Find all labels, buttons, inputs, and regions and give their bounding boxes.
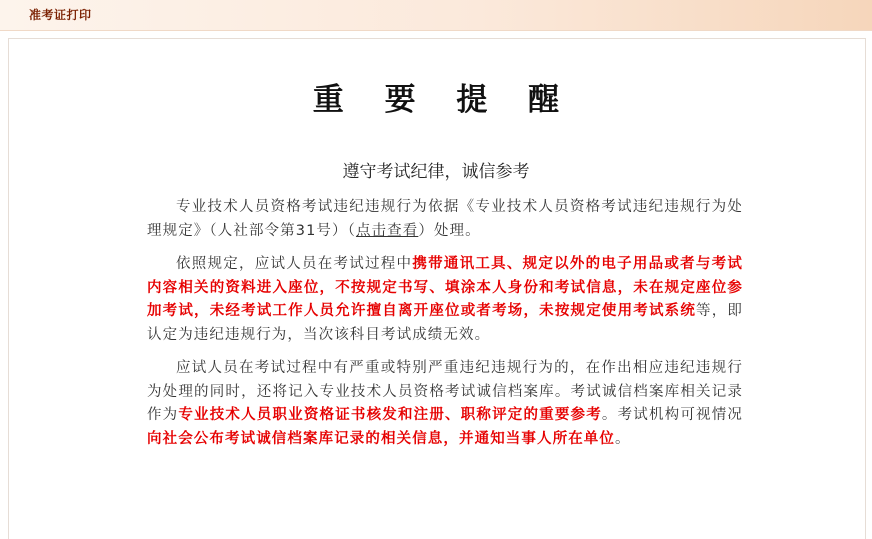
record-usage-emphasis: 专业技术人员职业资格证书核发和注册、职称评定的重要参考	[178, 407, 602, 423]
paragraph-text: 专业技术人员资格考试违纪违规行为依据《专业技术人员资格考试违纪违规行为处理规定》（人社部令第31号）（	[147, 199, 743, 239]
header-bar	[0, 0, 872, 31]
paragraph-text: 应试人员在考试过程中有严重或特别严重违纪违规行为的，在作出相应违纪违规行为处理的同时，还将记入专业技术人员资格考试诚信档案库。考试诚信档案库相关记录作为	[147, 360, 743, 423]
notice-content	[147, 196, 743, 461]
paragraph-text: 。	[615, 430, 631, 447]
paragraph-integrity-record	[147, 357, 743, 451]
paragraph-text: 依照规定，应试人员在考试过程中	[176, 256, 413, 272]
notice-subtitle: 遵守考试纪律，诚信参考	[342, 162, 530, 182]
header-title: 准考证打印	[29, 8, 92, 22]
paragraph-legal-basis	[147, 196, 743, 243]
paragraph-text: 。考试机构可视情况	[601, 407, 743, 423]
public-disclosure-emphasis: 向社会公布考试诚信档案库记录的相关信息，并通知当事人所在单位	[147, 430, 615, 447]
paragraph-violations	[147, 253, 743, 347]
paragraph-text: ）处理。	[418, 222, 481, 239]
notice-title: 重 要 提 醒	[312, 82, 575, 118]
violation-list-emphasis: 携带通讯工具、规定以外的电子用品或者与考试内容相关的资料进入座位，不按规定书写、填涂本人身份和考试信息，未在规定座位参加考试，未经考试工作人员允许擅自离开座位或者考场，未按规定使用考试系统	[147, 256, 743, 319]
paragraph-text: 等，即认定为违纪违规行为，当次该科目考试成绩无效。	[147, 303, 743, 343]
view-regulation-link[interactable]: 点击查看	[355, 222, 419, 239]
